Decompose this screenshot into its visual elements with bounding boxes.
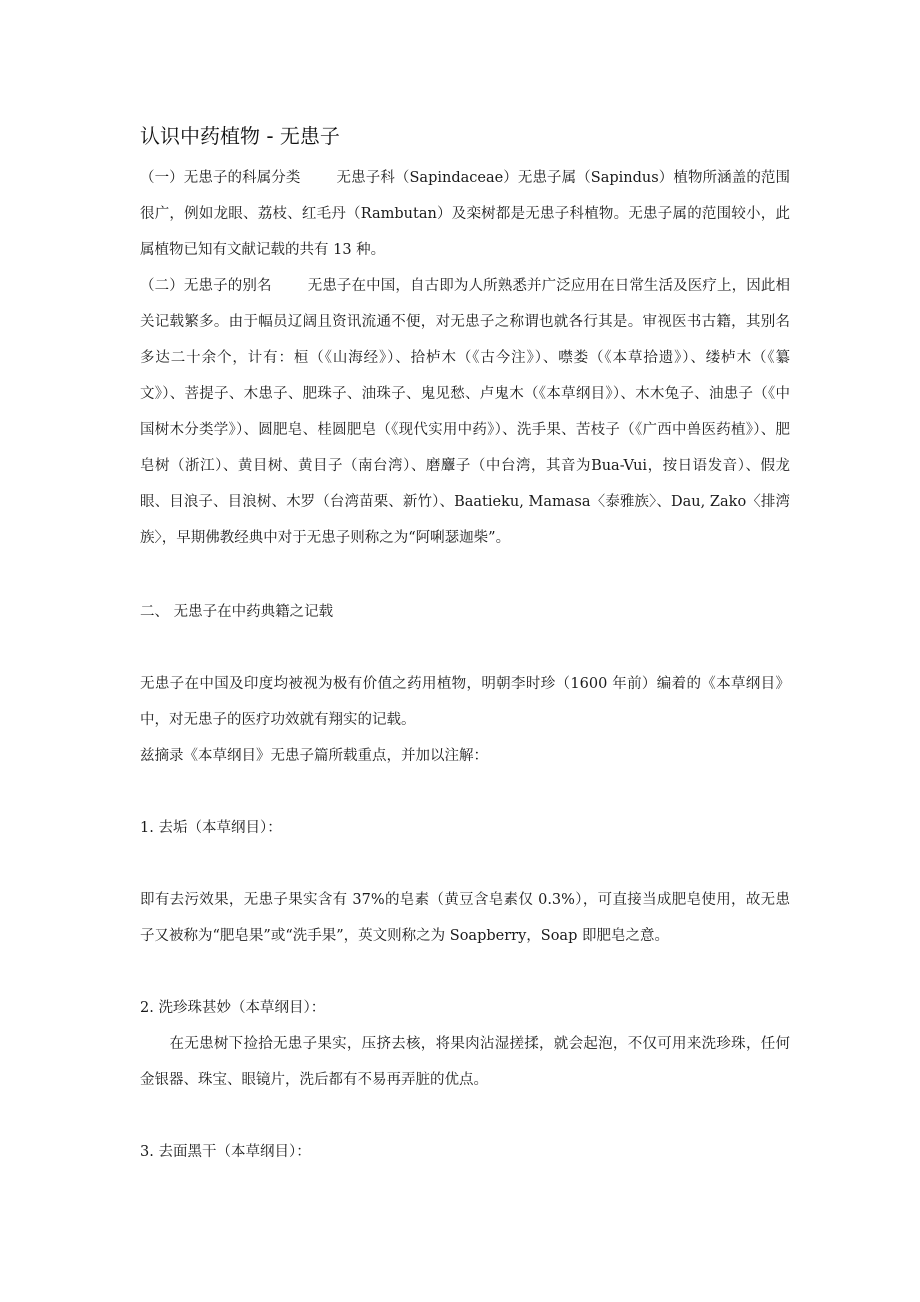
item-2-heading: 2. 洗珍珠甚妙（本草纲目）： xyxy=(140,1000,326,1016)
section-2-heading: （二）无患子的别名 xyxy=(140,278,272,294)
chapter-2-heading: 二、 无患子在中药典籍之记载 xyxy=(140,604,334,620)
item-3-heading: 3. 去面黑干（本草纲目）： xyxy=(140,1144,311,1160)
section-1-paragraph xyxy=(140,160,790,268)
item-1-heading: 1. 去垢（本草纲目）： xyxy=(140,820,282,836)
page-title: 认识中药植物 - 无患子 xyxy=(140,124,340,148)
item-1-body: 即有去污效果，无患子果实含有 37%的皂素（黄豆含皂素仅 0.3%），可直接当成肥皂使用，故无患子又被称为“肥皂果”或“洗手果”，英文则称之为 Soapberry，Soap 即肥皂之意。 xyxy=(140,892,790,944)
section-2-paragraph xyxy=(140,268,790,556)
section-1-heading: （一）无患子的科属分类 xyxy=(140,170,301,186)
excerpt-paragraph: 兹摘录《本草纲目》无患子篇所载重点，并加以注解： xyxy=(140,748,488,764)
item-2-body: 在无患树下捡拾无患子果实，压挤去核，将果肉沾湿搓揉，就会起泡，不仅可用来洗珍珠，任何金银器、珠宝、眼镜片，洗后都有不易再弄脏的优点。 xyxy=(140,1036,790,1088)
intro-paragraph: 无患子在中国及印度均被视为极有价值之药用植物，明朝李时珍（1600 年前）编着的《本草纲目》中，对无患子的医疗功效就有翔实的记载。 xyxy=(140,676,790,728)
section-1-body: 无患子科（Sapindaceae）无患子属（Sapindus）植物所涵盖的范围很广，例如龙眼、荔枝、红毛丹（Rambutan）及栾树都是无患子科植物。无患子属的范围较小，此属植物已知有文献记载的共有 13 种。 xyxy=(140,170,790,258)
section-2-body: 无患子在中国，自古即为人所熟悉并广泛应用在日常生活及医疗上，因此相关记载繁多。由于幅员辽阔且资讯流通不便，对无患子之称谓也就各行其是。审视医书古籍，其别名多达二十余个，计有：桓（《山海经》）、拾栌木（《古今注》）、噤娄（《本草拾遗》）、缕栌木（《纂文》）、菩提子、木患子、肥珠子、油珠子、鬼见愁、卢鬼木（《本草纲目》）、木木兔子、油患子（《中国树木分类学》）、圆肥皂、桂圆肥皂（《现代实用中药》）、洗手果、苦枝子（《广西中兽医药植》）、肥皂树（浙江）、黄目树、黄目子（南台湾）、磨麞子（中台湾，其音为Bua-Vui，按日语发音）、假龙眼、目浪子、目浪树、木罗（台湾苗栗、新竹）、Baatieku, Mamasa〈泰雅族〉、Dau, Zako〈排湾族〉，早期佛教经典中对于无患子则称之为“阿唎瑟迦柴”。 xyxy=(140,278,791,546)
